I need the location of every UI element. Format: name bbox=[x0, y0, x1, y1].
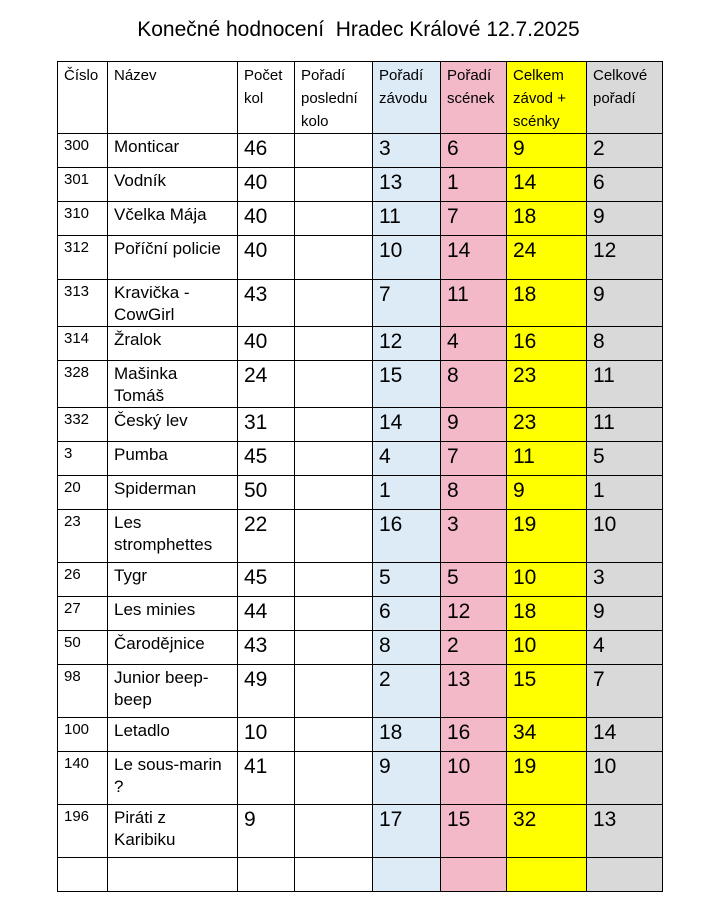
cell-celkem: 11 bbox=[507, 442, 587, 476]
table-row bbox=[58, 134, 663, 168]
cell-celkem: 19 bbox=[507, 752, 587, 805]
cell-pocet-kol: 9 bbox=[238, 805, 295, 858]
cell-poradi-zavodu: 16 bbox=[373, 510, 441, 563]
cell-celkem: 34 bbox=[507, 718, 587, 752]
cell-celkove-poradi: 8 bbox=[587, 327, 663, 361]
header-row bbox=[58, 62, 663, 134]
cell-poradi-posledni-kolo bbox=[295, 805, 373, 858]
cell-pocet-kol: 40 bbox=[238, 236, 295, 280]
cell-celkove-poradi bbox=[587, 858, 663, 892]
table-row bbox=[58, 858, 663, 892]
cell-pocet-kol: 40 bbox=[238, 168, 295, 202]
cell-poradi-posledni-kolo bbox=[295, 563, 373, 597]
cell-cislo: 301 bbox=[58, 168, 108, 202]
table-row bbox=[58, 202, 663, 236]
cell-poradi-zavodu: 14 bbox=[373, 408, 441, 442]
cell-celkem: 18 bbox=[507, 280, 587, 327]
cell-pocet-kol: 31 bbox=[238, 408, 295, 442]
cell-nazev: Kravička - CowGirl bbox=[108, 280, 238, 327]
cell-poradi-scenek: 11 bbox=[441, 280, 507, 327]
cell-celkem: 9 bbox=[507, 476, 587, 510]
cell-celkove-poradi: 11 bbox=[587, 361, 663, 408]
cell-pocet-kol: 40 bbox=[238, 327, 295, 361]
table-row bbox=[58, 597, 663, 631]
cell-cislo bbox=[58, 858, 108, 892]
table-row bbox=[58, 361, 663, 408]
cell-pocet-kol: 46 bbox=[238, 134, 295, 168]
table-row bbox=[58, 168, 663, 202]
cell-poradi-zavodu bbox=[373, 858, 441, 892]
column-header-nazev: Název bbox=[108, 62, 238, 134]
column-header-poradi-posledni-kolo: Pořadí poslední kolo bbox=[295, 62, 373, 134]
cell-nazev: Žralok bbox=[108, 327, 238, 361]
column-header-poradi-scenek: Pořadí scének bbox=[441, 62, 507, 134]
cell-poradi-scenek: 5 bbox=[441, 563, 507, 597]
cell-poradi-scenek: 2 bbox=[441, 631, 507, 665]
cell-celkove-poradi: 3 bbox=[587, 563, 663, 597]
table-row bbox=[58, 665, 663, 718]
cell-pocet-kol: 10 bbox=[238, 718, 295, 752]
cell-nazev: Čarodějnice bbox=[108, 631, 238, 665]
cell-celkove-poradi: 6 bbox=[587, 168, 663, 202]
cell-pocet-kol: 49 bbox=[238, 665, 295, 718]
table-row bbox=[58, 631, 663, 665]
cell-poradi-scenek bbox=[441, 858, 507, 892]
column-header-pocet-kol: Počet kol bbox=[238, 62, 295, 134]
cell-cislo: 310 bbox=[58, 202, 108, 236]
cell-celkem: 18 bbox=[507, 202, 587, 236]
cell-cislo: 100 bbox=[58, 718, 108, 752]
cell-celkove-poradi: 13 bbox=[587, 805, 663, 858]
cell-poradi-zavodu: 7 bbox=[373, 280, 441, 327]
cell-poradi-posledni-kolo bbox=[295, 858, 373, 892]
cell-nazev: Mašinka Tomáš bbox=[108, 361, 238, 408]
cell-poradi-zavodu: 11 bbox=[373, 202, 441, 236]
cell-nazev: Junior beep-beep bbox=[108, 665, 238, 718]
cell-nazev: Poříční policie bbox=[108, 236, 238, 280]
cell-poradi-scenek: 13 bbox=[441, 665, 507, 718]
cell-cislo: 23 bbox=[58, 510, 108, 563]
cell-pocet-kol bbox=[238, 858, 295, 892]
table-row bbox=[58, 408, 663, 442]
cell-nazev: Český lev bbox=[108, 408, 238, 442]
cell-poradi-scenek: 12 bbox=[441, 597, 507, 631]
cell-poradi-zavodu: 12 bbox=[373, 327, 441, 361]
cell-poradi-zavodu: 17 bbox=[373, 805, 441, 858]
cell-poradi-posledni-kolo bbox=[295, 280, 373, 327]
cell-poradi-posledni-kolo bbox=[295, 476, 373, 510]
cell-nazev bbox=[108, 858, 238, 892]
cell-poradi-posledni-kolo bbox=[295, 327, 373, 361]
cell-poradi-scenek: 14 bbox=[441, 236, 507, 280]
cell-poradi-scenek: 1 bbox=[441, 168, 507, 202]
cell-poradi-posledni-kolo bbox=[295, 202, 373, 236]
cell-nazev: Tygr bbox=[108, 563, 238, 597]
cell-celkem: 32 bbox=[507, 805, 587, 858]
cell-cislo: 140 bbox=[58, 752, 108, 805]
cell-nazev: Le sous-marin ? bbox=[108, 752, 238, 805]
cell-celkem: 15 bbox=[507, 665, 587, 718]
cell-nazev: Letadlo bbox=[108, 718, 238, 752]
cell-poradi-posledni-kolo bbox=[295, 442, 373, 476]
cell-nazev: Les stromphettes bbox=[108, 510, 238, 563]
table-row bbox=[58, 280, 663, 327]
cell-poradi-zavodu: 9 bbox=[373, 752, 441, 805]
cell-poradi-scenek: 9 bbox=[441, 408, 507, 442]
cell-nazev: Vodník bbox=[108, 168, 238, 202]
cell-poradi-scenek: 7 bbox=[441, 442, 507, 476]
cell-celkove-poradi: 1 bbox=[587, 476, 663, 510]
cell-poradi-scenek: 3 bbox=[441, 510, 507, 563]
cell-celkove-poradi: 5 bbox=[587, 442, 663, 476]
cell-celkem: 18 bbox=[507, 597, 587, 631]
column-header-celkem: Celkem závod + scénky bbox=[507, 62, 587, 134]
cell-celkove-poradi: 9 bbox=[587, 280, 663, 327]
cell-celkem: 14 bbox=[507, 168, 587, 202]
table-row bbox=[58, 236, 663, 280]
cell-poradi-scenek: 15 bbox=[441, 805, 507, 858]
cell-poradi-zavodu: 8 bbox=[373, 631, 441, 665]
cell-celkem: 10 bbox=[507, 563, 587, 597]
cell-poradi-scenek: 8 bbox=[441, 361, 507, 408]
cell-pocet-kol: 45 bbox=[238, 563, 295, 597]
cell-poradi-posledni-kolo bbox=[295, 752, 373, 805]
cell-celkem: 24 bbox=[507, 236, 587, 280]
cell-nazev: Monticar bbox=[108, 134, 238, 168]
cell-poradi-scenek: 8 bbox=[441, 476, 507, 510]
cell-poradi-posledni-kolo bbox=[295, 665, 373, 718]
cell-celkove-poradi: 14 bbox=[587, 718, 663, 752]
cell-poradi-scenek: 6 bbox=[441, 134, 507, 168]
cell-cislo: 313 bbox=[58, 280, 108, 327]
cell-celkove-poradi: 9 bbox=[587, 202, 663, 236]
table-row bbox=[58, 563, 663, 597]
cell-cislo: 332 bbox=[58, 408, 108, 442]
cell-celkove-poradi: 10 bbox=[587, 752, 663, 805]
cell-celkove-poradi: 12 bbox=[587, 236, 663, 280]
cell-pocet-kol: 45 bbox=[238, 442, 295, 476]
cell-poradi-posledni-kolo bbox=[295, 510, 373, 563]
table-row bbox=[58, 718, 663, 752]
cell-cislo: 312 bbox=[58, 236, 108, 280]
cell-nazev: Les minies bbox=[108, 597, 238, 631]
cell-poradi-zavodu: 3 bbox=[373, 134, 441, 168]
cell-nazev: Spiderman bbox=[108, 476, 238, 510]
results-body bbox=[58, 134, 663, 892]
cell-celkove-poradi: 9 bbox=[587, 597, 663, 631]
cell-poradi-scenek: 16 bbox=[441, 718, 507, 752]
cell-poradi-zavodu: 5 bbox=[373, 563, 441, 597]
cell-poradi-scenek: 7 bbox=[441, 202, 507, 236]
cell-cislo: 314 bbox=[58, 327, 108, 361]
page-title: Konečné hodnocení Hradec Králové 12.7.2025 bbox=[137, 18, 580, 41]
column-header-cislo: Číslo bbox=[58, 62, 108, 134]
cell-cislo: 20 bbox=[58, 476, 108, 510]
results-table bbox=[57, 61, 663, 892]
cell-cislo: 98 bbox=[58, 665, 108, 718]
table-row bbox=[58, 476, 663, 510]
cell-pocet-kol: 44 bbox=[238, 597, 295, 631]
cell-poradi-scenek: 10 bbox=[441, 752, 507, 805]
cell-poradi-posledni-kolo bbox=[295, 168, 373, 202]
cell-cislo: 50 bbox=[58, 631, 108, 665]
cell-cislo: 328 bbox=[58, 361, 108, 408]
table-row bbox=[58, 752, 663, 805]
cell-poradi-zavodu: 4 bbox=[373, 442, 441, 476]
cell-celkove-poradi: 2 bbox=[587, 134, 663, 168]
cell-cislo: 3 bbox=[58, 442, 108, 476]
cell-celkem: 23 bbox=[507, 361, 587, 408]
column-header-poradi-zavodu: Pořadí závodu bbox=[373, 62, 441, 134]
cell-pocet-kol: 43 bbox=[238, 280, 295, 327]
cell-poradi-posledni-kolo bbox=[295, 361, 373, 408]
cell-celkove-poradi: 11 bbox=[587, 408, 663, 442]
cell-celkem: 16 bbox=[507, 327, 587, 361]
cell-poradi-posledni-kolo bbox=[295, 134, 373, 168]
cell-celkem: 9 bbox=[507, 134, 587, 168]
cell-pocet-kol: 22 bbox=[238, 510, 295, 563]
cell-poradi-posledni-kolo bbox=[295, 408, 373, 442]
table-row bbox=[58, 805, 663, 858]
cell-cislo: 26 bbox=[58, 563, 108, 597]
cell-poradi-zavodu: 18 bbox=[373, 718, 441, 752]
cell-celkove-poradi: 10 bbox=[587, 510, 663, 563]
cell-pocet-kol: 41 bbox=[238, 752, 295, 805]
cell-cislo: 196 bbox=[58, 805, 108, 858]
cell-cislo: 300 bbox=[58, 134, 108, 168]
cell-poradi-posledni-kolo bbox=[295, 718, 373, 752]
cell-nazev: Včelka Mája bbox=[108, 202, 238, 236]
cell-poradi-zavodu: 1 bbox=[373, 476, 441, 510]
table-row bbox=[58, 442, 663, 476]
cell-pocet-kol: 24 bbox=[238, 361, 295, 408]
cell-poradi-scenek: 4 bbox=[441, 327, 507, 361]
cell-poradi-zavodu: 2 bbox=[373, 665, 441, 718]
cell-nazev: Pumba bbox=[108, 442, 238, 476]
column-header-celkove-poradi: Celkové pořadí bbox=[587, 62, 663, 134]
cell-poradi-zavodu: 13 bbox=[373, 168, 441, 202]
cell-celkem: 19 bbox=[507, 510, 587, 563]
cell-pocet-kol: 50 bbox=[238, 476, 295, 510]
cell-celkove-poradi: 7 bbox=[587, 665, 663, 718]
cell-poradi-posledni-kolo bbox=[295, 597, 373, 631]
cell-celkem bbox=[507, 858, 587, 892]
cell-nazev: Piráti z Karibiku bbox=[108, 805, 238, 858]
cell-poradi-posledni-kolo bbox=[295, 631, 373, 665]
cell-poradi-zavodu: 10 bbox=[373, 236, 441, 280]
cell-poradi-posledni-kolo bbox=[295, 236, 373, 280]
cell-celkove-poradi: 4 bbox=[587, 631, 663, 665]
cell-poradi-zavodu: 15 bbox=[373, 361, 441, 408]
cell-poradi-zavodu: 6 bbox=[373, 597, 441, 631]
table-row bbox=[58, 327, 663, 361]
cell-pocet-kol: 43 bbox=[238, 631, 295, 665]
cell-cislo: 27 bbox=[58, 597, 108, 631]
cell-pocet-kol: 40 bbox=[238, 202, 295, 236]
table-row bbox=[58, 510, 663, 563]
cell-celkem: 23 bbox=[507, 408, 587, 442]
cell-celkem: 10 bbox=[507, 631, 587, 665]
